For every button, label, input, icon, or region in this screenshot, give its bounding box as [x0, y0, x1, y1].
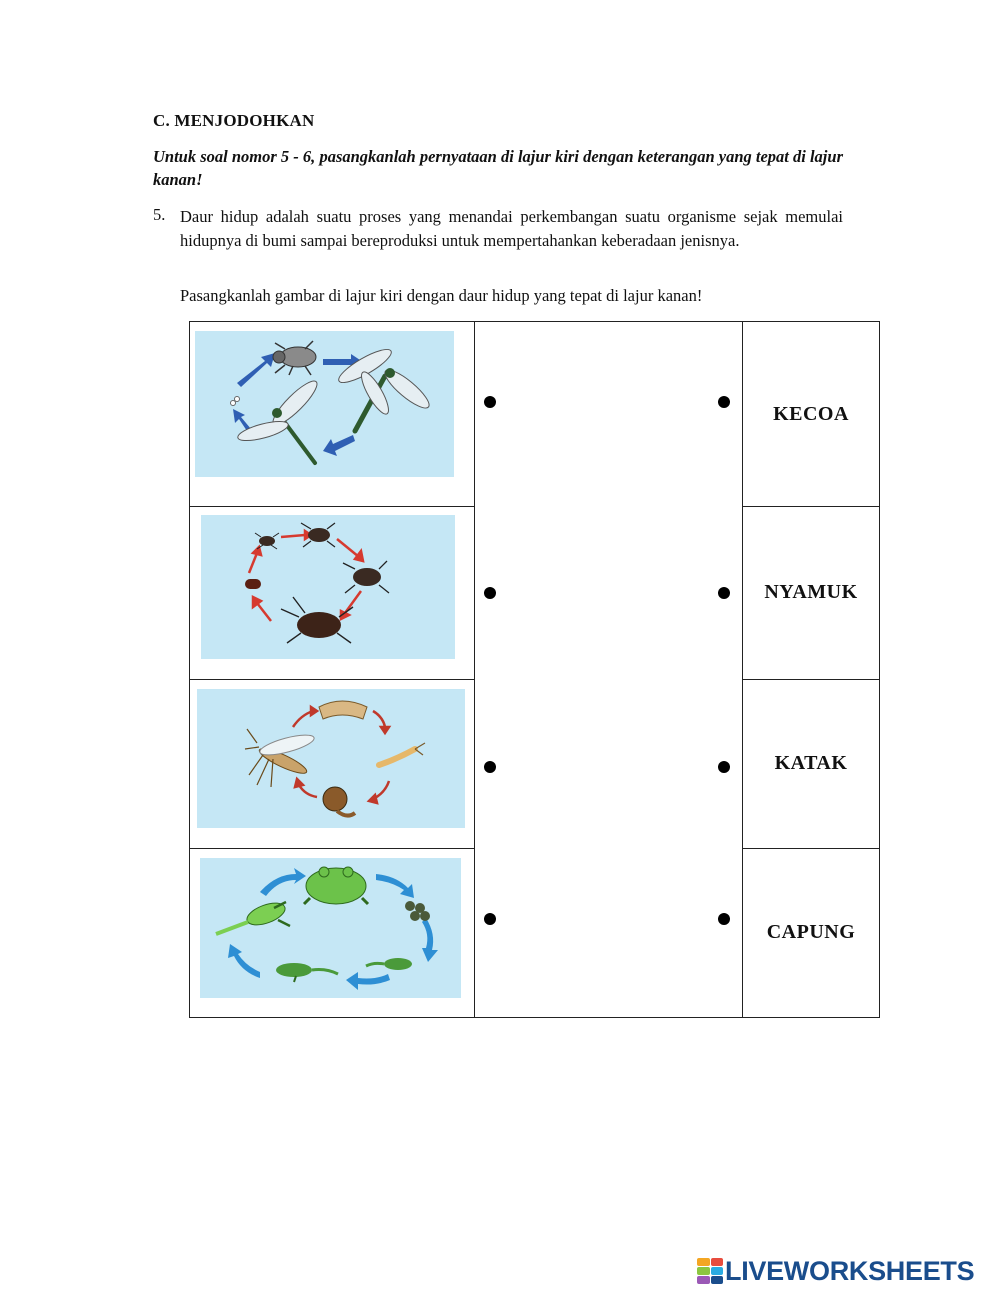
- eggs-shape: [231, 397, 240, 406]
- row-line-right-2: [742, 679, 880, 680]
- right-match-dot-3[interactable]: [718, 761, 730, 773]
- nymph-shape: [273, 341, 316, 375]
- liveworksheets-logo-icon: [697, 1258, 723, 1284]
- frog-lifecycle-image: [200, 858, 461, 998]
- answer-option-3: KATAK: [774, 752, 848, 774]
- table-divider-1: [474, 321, 475, 1018]
- row-line-left-1: [189, 506, 475, 507]
- left-match-dot-2[interactable]: [484, 587, 496, 599]
- question-number: 5.: [153, 205, 166, 224]
- tadpole-with-legs-shape: [276, 963, 338, 982]
- tadpole-shape: [366, 958, 412, 970]
- nymph-large-shape: [343, 561, 389, 593]
- adult-mosquito-shape: [245, 729, 316, 787]
- table-border-right: [879, 321, 880, 1018]
- table-border-left: [189, 321, 190, 1018]
- egg-raft-shape: [319, 701, 367, 719]
- answer-option-2: NYAMUK: [764, 581, 858, 603]
- section-title: C. MENJODOHKAN: [153, 111, 315, 130]
- adult-frog-shape: [304, 867, 368, 904]
- table-border-top: [189, 321, 880, 322]
- dragonfly-lifecycle-image: [195, 331, 454, 477]
- row-line-left-2: [189, 679, 475, 680]
- cockroach-lifecycle-image: [201, 515, 455, 659]
- adult-cockroach-shape: [281, 597, 353, 643]
- question-text: Daur hidup adalah suatu proses yang menandai perkembangan suatu organisme sejak memulai hidupnya di bumi sampai bereproduksi untuk mempertahankan keberadaan jenisnya.: [180, 207, 843, 250]
- left-match-dot-4[interactable]: [484, 913, 496, 925]
- right-match-dot-1[interactable]: [718, 396, 730, 408]
- left-match-dot-1[interactable]: [484, 396, 496, 408]
- answer-option-4: CAPUNG: [766, 921, 856, 943]
- adult-dragonfly-shape: [335, 344, 434, 431]
- froglet-shape: [216, 899, 290, 934]
- frog-eggs-shape: [405, 901, 430, 921]
- pupa-shape: [323, 787, 355, 816]
- liveworksheets-logo-text: LIVEWORKSHEETS: [725, 1255, 975, 1286]
- liveworksheets-logo: [697, 1254, 974, 1288]
- answer-option-1: KECOA: [773, 403, 849, 425]
- instruction-text: Untuk soal nomor 5 - 6, pasangkanlah pernyataan di lajur kiri dengan keterangan yang tepat di lajur kanan!: [153, 147, 843, 189]
- row-line-left-3: [189, 848, 475, 849]
- row-line-right-3: [742, 848, 880, 849]
- right-match-dot-2[interactable]: [718, 587, 730, 599]
- row-line-right-1: [742, 506, 880, 507]
- table-border-bottom: [189, 1017, 880, 1018]
- mosquito-lifecycle-image: [197, 689, 465, 828]
- right-match-dot-4[interactable]: [718, 913, 730, 925]
- left-match-dot-3[interactable]: [484, 761, 496, 773]
- larva-shape: [379, 743, 425, 765]
- egg-case-shape: [245, 579, 261, 589]
- emerging-dragonfly-shape: [236, 376, 322, 463]
- question-prompt: Pasangkanlah gambar di lajur kiri dengan daur hidup yang tepat di lajur kanan!: [180, 286, 703, 305]
